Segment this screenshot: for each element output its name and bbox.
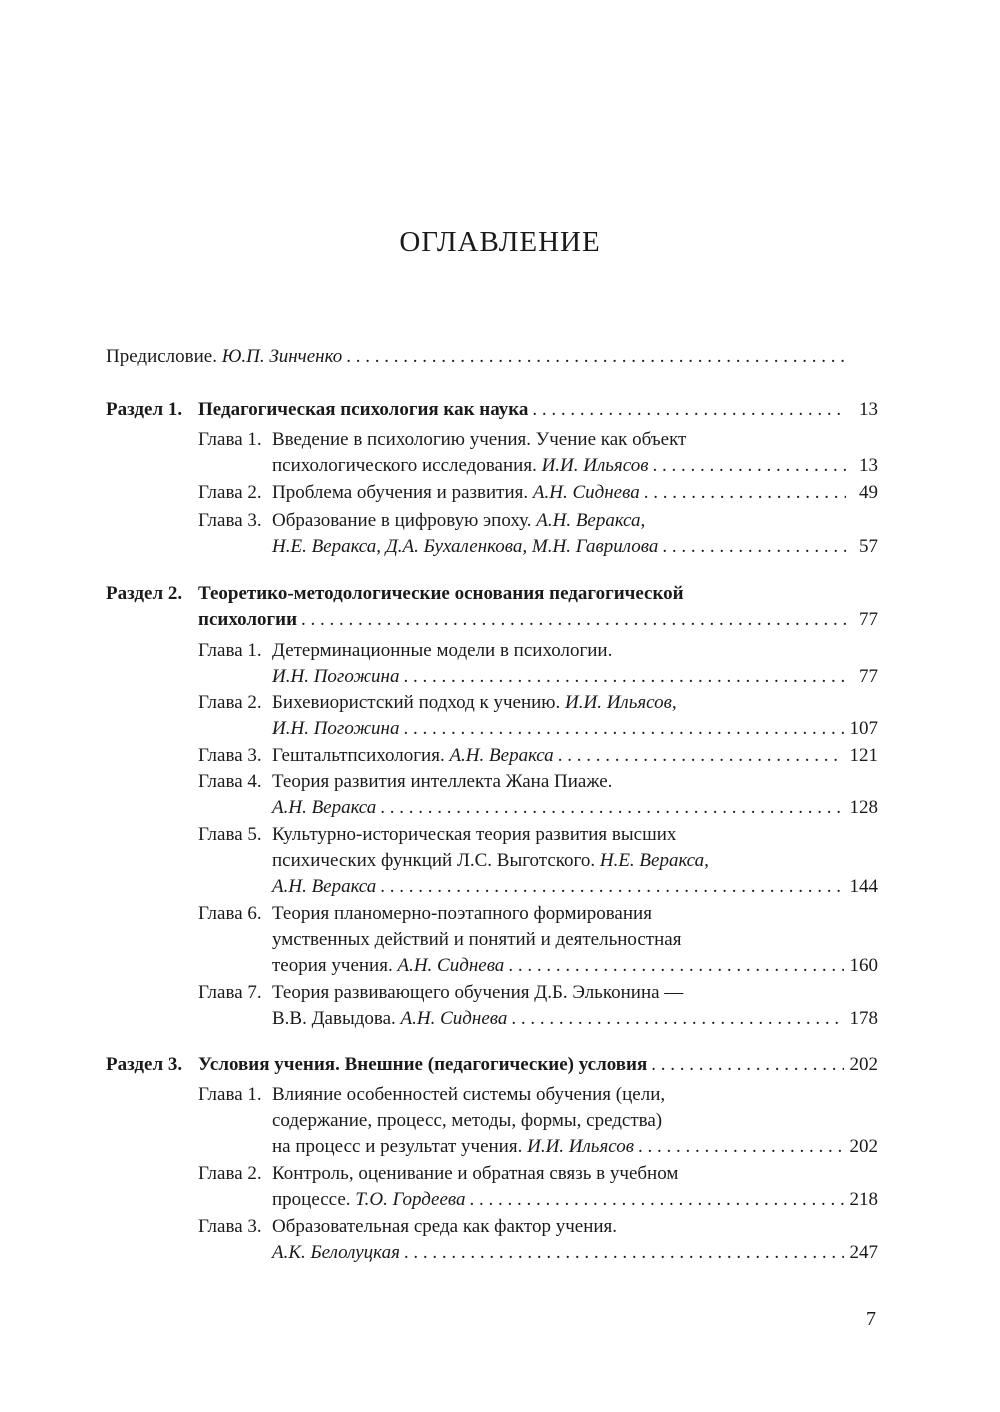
chapter-label: Глава 1. [198,1084,262,1105]
dot-leader [403,664,846,690]
chapter-title: Теория развивающего обучения Д.Б. Эльконина — [272,982,684,1003]
dot-leader [638,1134,844,1160]
entry-author: Ю.П. Зинченко [221,346,343,367]
chapter-title-cont: психических функций Л.С. Выготского. [272,850,596,871]
toc-chapter-3-2[interactable] [198,1161,878,1187]
chapter-title: Гештальтпсихология. [272,745,445,766]
toc-chapter-2-7-cont[interactable] [272,1006,878,1032]
chapter-page: 13 [859,455,878,476]
chapter-author: А.К. Белолуцкая [272,1242,400,1263]
section-page: 202 [849,1054,878,1075]
chapter-label: Глава 4. [198,771,262,792]
chapter-title-cont: В.В. Давыдова. [272,1008,396,1029]
toc-chapter-3-1-cont2[interactable] [272,1134,878,1160]
chapter-title: Введение в психологию учения. Учение как объект [272,429,687,450]
chapter-author: И.И. Ильясов [527,1136,634,1157]
chapter-label: Глава 2. [198,1163,262,1184]
chapter-author: Т.О. Гордеева [355,1189,466,1210]
chapter-label: Глава 1. [198,429,262,450]
dot-leader [651,1052,843,1078]
toc-chapter-2-4[interactable] [198,769,878,795]
chapter-title-cont: содержание, процесс, методы, формы, средства) [272,1110,663,1131]
toc-chapter-2-6-cont2[interactable] [272,953,878,979]
chapter-title: Бихевиористский подход к учению. [272,692,561,713]
toc-chapter-3-2-cont[interactable] [272,1187,878,1213]
toc-section-2[interactable] [106,581,878,607]
chapter-author: И.Н. Погожина [272,666,400,687]
dot-leader [470,1187,844,1213]
chapter-title: Влияние особенностей системы обучения (цели, [272,1084,666,1105]
toc-chapter-2-6[interactable] [198,901,878,927]
chapter-page: 160 [849,955,878,976]
chapter-author: И.И. Ильясов [541,455,649,476]
toc-section-3[interactable] [106,1052,878,1078]
chapter-author: А.Н. Сиднева [397,955,505,976]
chapter-author: А.Н. Веракса [272,797,377,818]
toc-section-1[interactable] [106,397,878,423]
section-page: 77 [859,609,878,630]
chapter-author: А.Н. Сиднева [400,1008,508,1029]
chapter-label: Глава 3. [198,1216,262,1237]
chapter-author: И.И. Ильясов, [565,692,677,713]
chapter-page: 57 [859,536,878,557]
dot-leader [508,953,843,979]
toc-section-2-cont[interactable] [198,607,878,633]
chapter-title: Детерминационные модели в психологии. [272,640,613,661]
toc-chapter-3-3-cont[interactable] [272,1240,878,1266]
chapter-title-cont: психологического исследования. [272,455,537,476]
toc-chapter-2-6-cont[interactable] [272,927,878,953]
chapter-author: А.Н. Веракса [449,745,554,766]
section-page: 13 [859,399,878,420]
section-label: Раздел 3. [106,1054,183,1075]
chapter-author-cont: И.Н. Погожина [272,718,400,739]
chapter-title-cont: на процесс и результат учения. [272,1136,523,1157]
toc-chapter-2-2-cont[interactable] [272,716,878,742]
toc-chapter-2-5-cont2[interactable] [272,874,878,900]
toc-chapter-3-1[interactable] [198,1082,878,1108]
dot-leader [532,397,846,423]
chapter-page: 144 [849,876,878,897]
dot-leader [511,1006,843,1032]
dot-leader [346,344,846,370]
toc-chapter-2-3[interactable] [198,743,878,769]
dot-leader [404,1240,844,1266]
chapter-label: Глава 2. [198,692,262,713]
toc-chapter-2-1[interactable] [198,638,878,664]
chapter-title: Образование в цифровую эпоху. [272,510,532,531]
chapter-page: 128 [849,797,878,818]
dot-leader [403,716,843,742]
toc-chapter-3-3[interactable] [198,1214,878,1240]
chapter-title-cont: умственных действий и понятий и деятельностная [272,929,682,950]
chapter-title-cont: процессе. [272,1189,351,1210]
toc-chapter-2-7[interactable] [198,980,878,1006]
toc-chapter-1-1[interactable] [198,427,878,453]
chapter-author: Н.Е. Веракса, [599,850,709,871]
chapter-title: Образовательная среда как фактор учения. [272,1216,618,1237]
chapter-page: 77 [859,666,878,687]
chapter-author: А.Н. Сиднева [532,482,640,503]
chapter-author-cont: Н.Е. Веракса, Д.А. Бухаленкова, М.Н. Гаврилова [272,536,659,557]
chapter-author: А.Н. Веракса, [536,510,646,531]
toc-entry-preface[interactable] [106,344,878,370]
chapter-page: 121 [849,745,878,766]
dot-leader [644,480,846,506]
page-number: 7 [866,1308,876,1330]
dot-leader [652,453,846,479]
section-title: Педагогическая психология как наука [198,399,529,420]
section-title: Условия учения. Внешние (педагогические) условия [198,1054,648,1075]
chapter-label: Глава 3. [198,510,262,531]
chapter-page: 218 [849,1189,878,1210]
entry-label: Предисловие. [106,346,217,367]
chapter-author-cont: А.Н. Веракса [272,876,377,897]
toc-chapter-1-1-cont[interactable] [272,453,878,479]
toc-chapter-1-2[interactable] [198,480,878,506]
chapter-title: Культурно-историческая теория развития высших [272,824,677,845]
chapter-page: 202 [849,1136,878,1157]
toc-chapter-2-4-cont[interactable] [272,795,878,821]
dot-leader [380,795,843,821]
section-title-cont: психологии [198,609,298,630]
toc-chapter-2-5[interactable] [198,822,878,848]
toc-chapter-1-3[interactable] [198,508,878,534]
chapter-label: Глава 3. [198,745,262,766]
section-label: Раздел 1. [106,399,183,420]
chapter-title: Теория планомерно-поэтапного формирования [272,903,652,924]
chapter-page: 49 [859,482,878,503]
chapter-title: Проблема обучения и развития. [272,482,529,503]
toc-chapter-2-5-cont[interactable] [272,848,878,874]
chapter-label: Глава 2. [198,482,262,503]
chapter-page: 107 [849,718,878,739]
section-title: Теоретико-методологические основания педагогической [198,583,684,604]
toc-chapter-2-1-cont[interactable] [272,664,878,690]
page-title: ОГЛАВЛЕНИЕ [399,226,601,258]
chapter-page: 178 [849,1008,878,1029]
dot-leader [662,534,846,560]
chapter-title-cont: теория учения. [272,955,393,976]
dot-leader [301,607,846,633]
chapter-title: Теория развития интеллекта Жана Пиаже. [272,771,613,792]
chapter-label: Глава 7. [198,982,262,1003]
section-label: Раздел 2. [106,583,183,604]
dot-leader [380,874,843,900]
chapter-label: Глава 5. [198,824,262,845]
chapter-label: Глава 1. [198,640,262,661]
toc-chapter-3-1-cont[interactable] [272,1108,878,1134]
dot-leader [558,743,844,769]
chapter-title: Контроль, оценивание и обратная связь в учебном [272,1163,679,1184]
chapter-page: 247 [849,1242,878,1263]
toc-chapter-2-2[interactable] [198,690,878,716]
chapter-label: Глава 6. [198,903,262,924]
toc-chapter-1-3-cont[interactable] [272,534,878,560]
